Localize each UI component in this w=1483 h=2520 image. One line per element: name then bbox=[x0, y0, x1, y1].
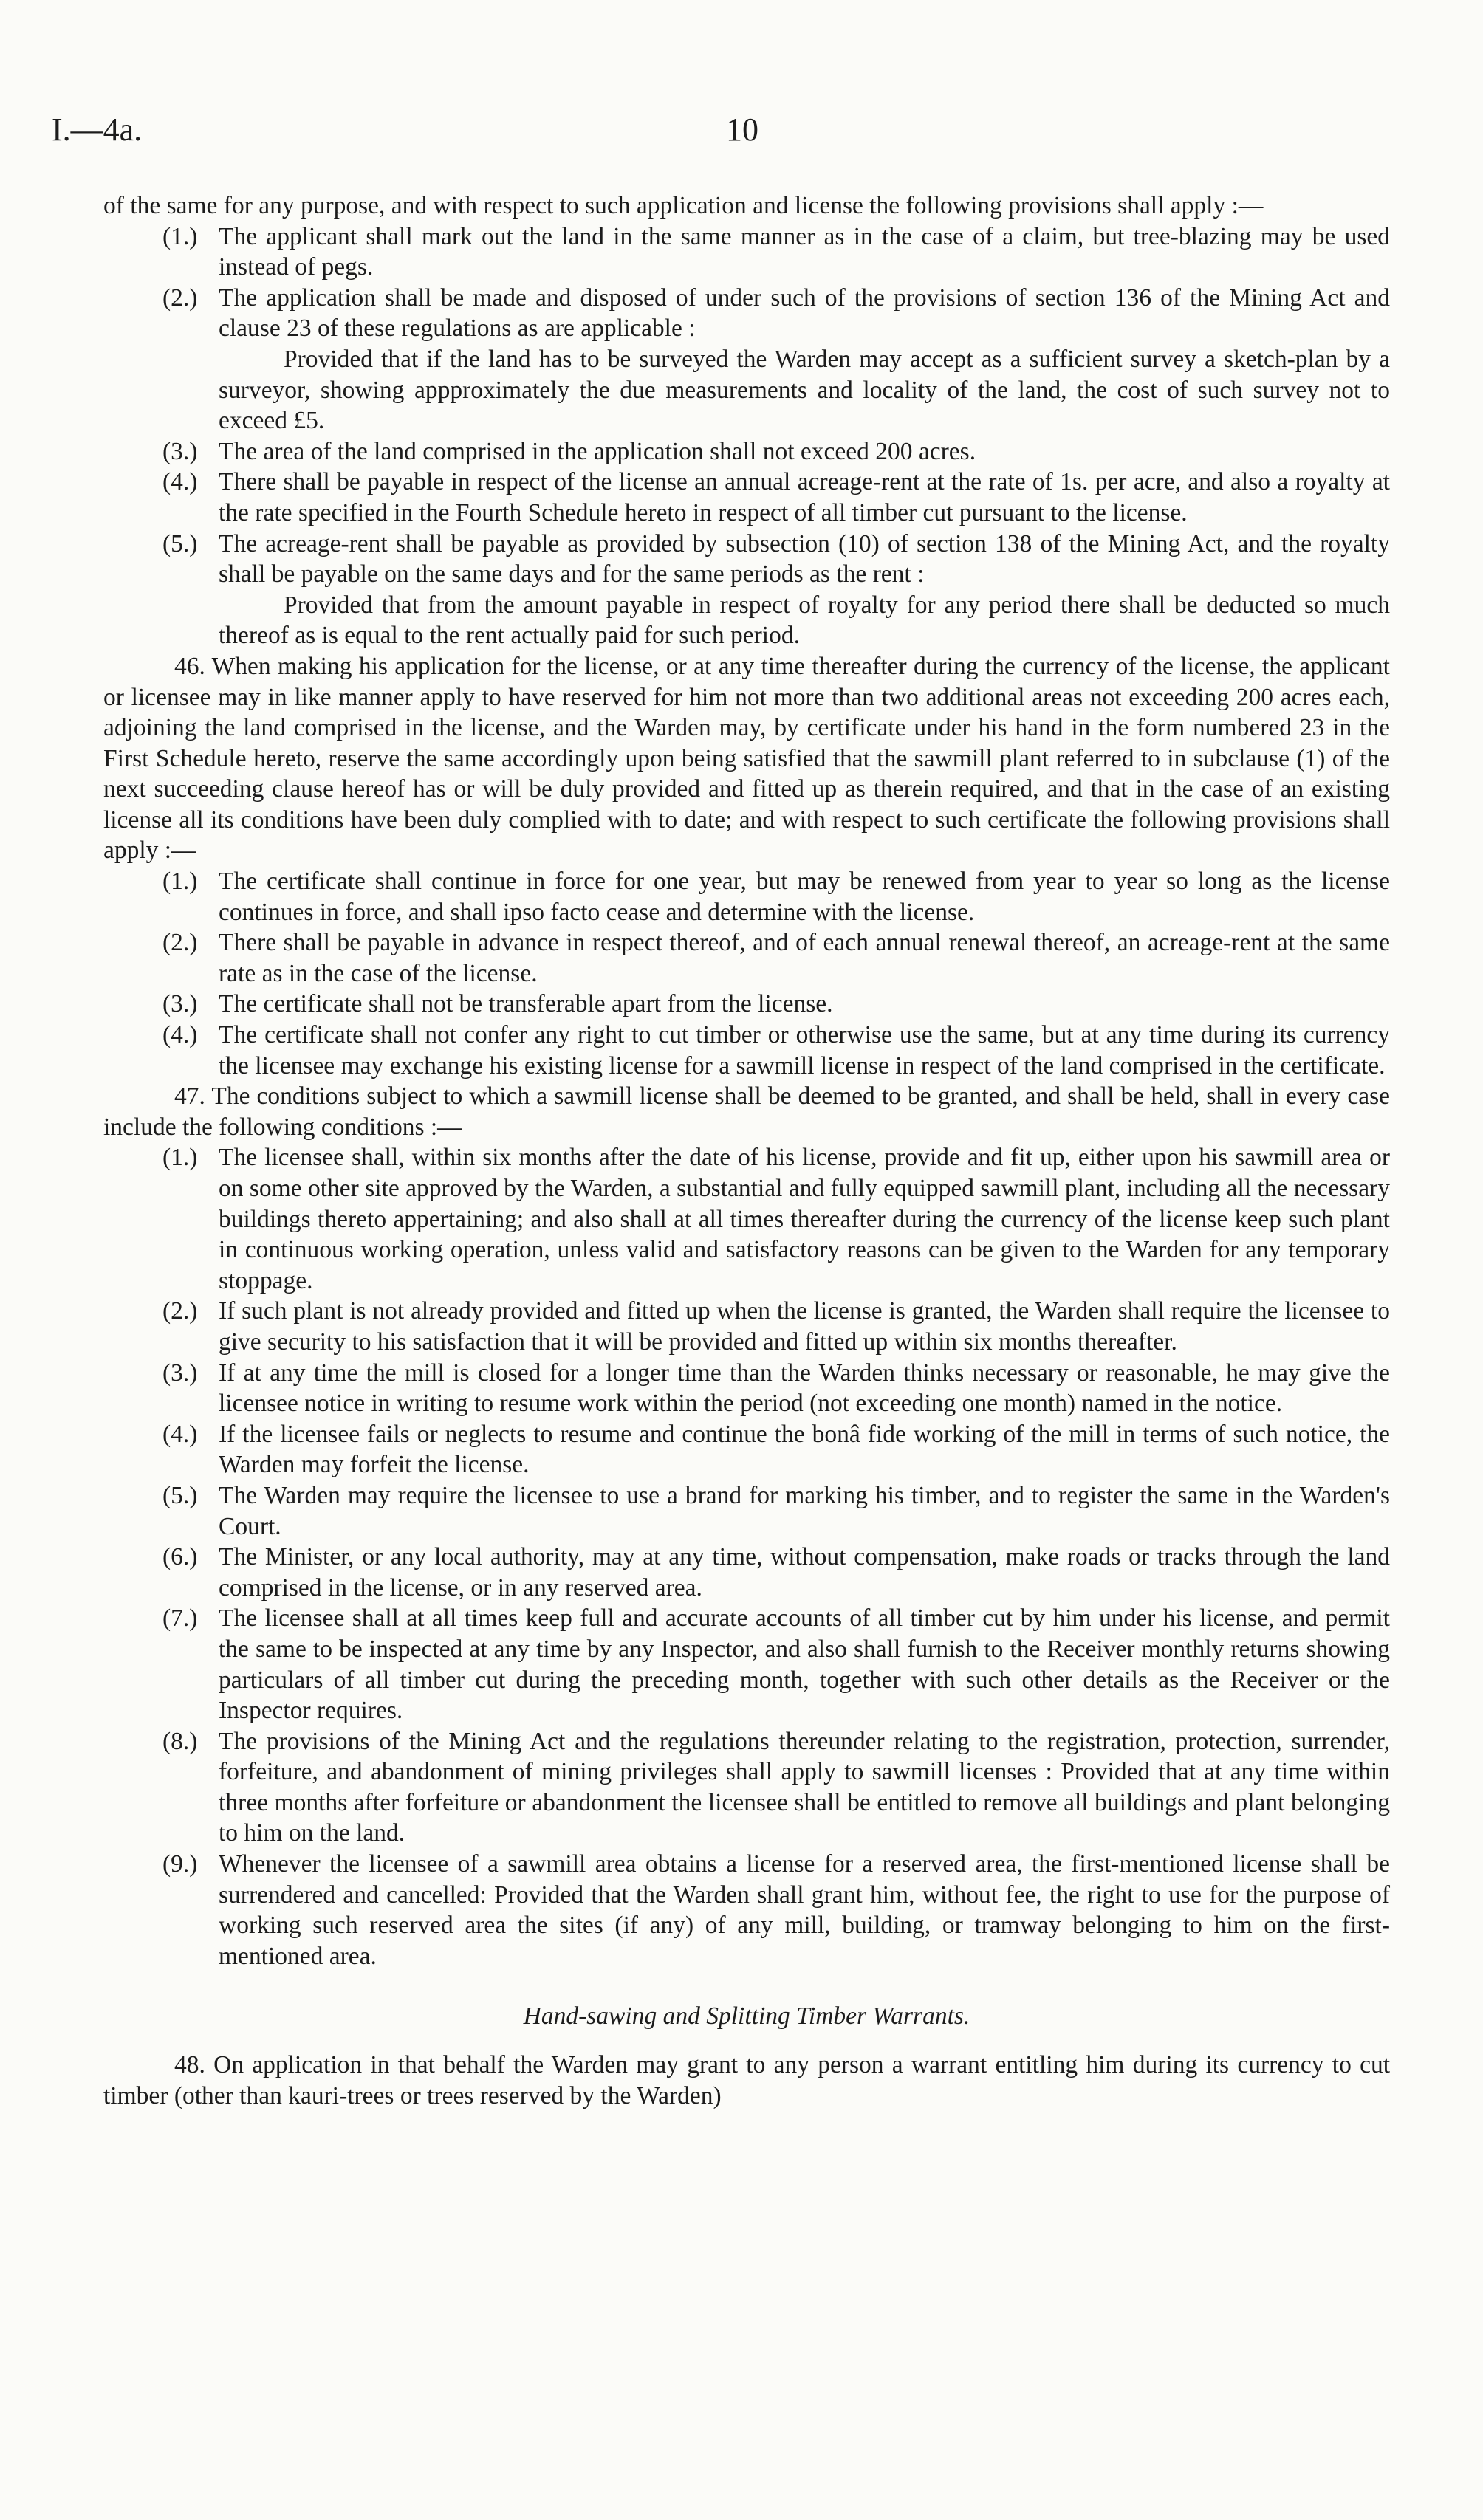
list-item bbox=[162, 222, 1390, 283]
item-text: Whenever the licensee of a sawmill area obtains a license for a reserved area, the first-mentioned license shall be surrendered and cancelled: Provided that the Warden shall grant him, without fee, the right to use for the purpose of working such reserved area the sites (if any) of any mill, building, or tramway belonging to him on the first-mentioned area. bbox=[219, 1850, 1390, 1970]
item-text: There shall be payable in advance in respect thereof, and of each annual renewal thereof, an acreage-rent at the same rate as in the case of the license. bbox=[219, 929, 1390, 987]
page-header bbox=[52, 111, 1433, 155]
item-text: The licensee shall, within six months after the date of his license, provide and fit up, either upon his sawmill area or on some other site approved by the Warden, a substantial and fully equipped sawmill plant, including all the necessary buildings thereto appertaining; and also shall at all times thereafter during the currency of the license keep such plant in continuous working operation, unless valid and satisfactory reasons can be given to the Warden for any temporary stoppage. bbox=[219, 1144, 1390, 1294]
item-number: (3.) bbox=[162, 990, 198, 1018]
item-number: (1.) bbox=[162, 868, 198, 896]
list-item bbox=[162, 529, 1390, 651]
item-text: The certificate shall not be transferable apart from the license. bbox=[219, 990, 833, 1018]
list-item bbox=[162, 1419, 1390, 1480]
item-text: The area of the land comprised in the application shall not exceed 200 acres. bbox=[219, 437, 976, 465]
clause-48: 48. On application in that behalf the Warden may grant to any person a warrant entitling him during its currency to cut timber (other than kauri-trees or trees reserved by the Warden) bbox=[103, 2051, 1390, 2109]
list-item bbox=[162, 1296, 1390, 1357]
proviso: Provided that if the land has to be surveyed the Warden may accept as a sufficient survey a sketch-plan by a surveyor, showing appproximately the due measurements and locality of the land, the cost of such survey not to exceed £5. bbox=[219, 345, 1390, 435]
section-heading: Hand-sawing and Splitting Timber Warrants. bbox=[523, 2002, 970, 2030]
item-number: (8.) bbox=[162, 1727, 198, 1755]
proviso: Provided that from the amount payable in respect of royalty for any period there shall be deducted so much thereof as is equal to the rent actually paid for such period. bbox=[219, 591, 1390, 650]
list-item bbox=[162, 1849, 1390, 1971]
item-text: The acreage-rent shall be payable as provided by subsection (10) of section 138 of the Mining Act, and the royalty shall be payable on the same days and for the same periods as the rent : bbox=[219, 529, 1390, 588]
item-number: (3.) bbox=[162, 1359, 198, 1387]
item-text: If such plant is not already provided and fitted up when the license is granted, the Warden shall require the licensee to give security to his satisfaction that it will be provided and fitted up within six months thereafter. bbox=[219, 1297, 1390, 1356]
item-number: (5.) bbox=[162, 529, 198, 557]
item-number: (2.) bbox=[162, 1297, 198, 1325]
item-number: (2.) bbox=[162, 284, 198, 312]
item-text: The provisions of the Mining Act and the regulations thereunder relating to the registration, protection, surrender, forfeiture, and abandonment of mining privileges shall apply to sawmill licenses : Provided that at any time within three months after forfeiture or abandonment the licensee shall be entitled to remove all buildings and plant belonging to him on the land. bbox=[219, 1727, 1390, 1847]
item-number: (2.) bbox=[162, 929, 198, 957]
item-number: (4.) bbox=[162, 468, 198, 496]
list-item bbox=[162, 283, 1390, 436]
list-item bbox=[162, 1726, 1390, 1849]
item-number: (3.) bbox=[162, 437, 198, 465]
list-item bbox=[162, 1358, 1390, 1419]
list-item bbox=[162, 1480, 1390, 1542]
list-item bbox=[162, 1142, 1390, 1296]
list-item bbox=[162, 927, 1390, 989]
item-text: The certificate shall continue in force for one year, but may be renewed from year to year so long as the license continues in force, and shall ipso facto cease and determine with the license. bbox=[219, 868, 1390, 926]
item-text: The Warden may require the licensee to use a brand for marking his timber, and to register the same in the Warden's Court. bbox=[219, 1481, 1390, 1540]
item-number: (7.) bbox=[162, 1604, 198, 1632]
item-text: If at any time the mill is closed for a longer time than the Warden thinks necessary or reasonable, he may give the licensee notice in writing to resume work within the period (not exceeding one month) named in the notice. bbox=[219, 1359, 1390, 1418]
item-number: (5.) bbox=[162, 1481, 198, 1509]
item-number: (4.) bbox=[162, 1021, 198, 1049]
item-text: There shall be payable in respect of the license an annual acreage-rent at the rate of 1s. per acre, and also a royalty at the rate specified in the Fourth Schedule hereto in respect of all timber cut pursuant to the license. bbox=[219, 468, 1390, 526]
intro-paragraph: of the same for any purpose, and with respect to such application and license the following provisions shall apply :— bbox=[103, 192, 1264, 219]
item-text: The licensee shall at all times keep full and accurate accounts of all timber cut by him under his license, and permit the same to be inspected at any time by any Inspector, and also shall furnish to the Receiver monthly returns showing particulars of all timber cut during the preceding month, together with such other details as the Receiver or the Inspector requires. bbox=[219, 1604, 1390, 1725]
clause-47: 47. The conditions subject to which a sawmill license shall be deemed to be granted, and shall be held, shall in every case include the following conditions :— bbox=[103, 1082, 1390, 1141]
list-item bbox=[162, 1603, 1390, 1726]
document-reference: I.—4a. bbox=[52, 111, 143, 148]
item-text: If the licensee fails or neglects to resume and continue the bonâ fide working of the mill in terms of such notice, the Warden may forfeit the license. bbox=[219, 1420, 1390, 1479]
item-number: (1.) bbox=[162, 222, 198, 250]
list-item bbox=[162, 436, 1390, 467]
item-text: The applicant shall mark out the land in the same manner as in the case of a claim, but tree-blazing may be used instead of pegs. bbox=[219, 222, 1390, 281]
clause-46: 46. When making his application for the license, or at any time thereafter during the currency of the license, the applicant or licensee may in like manner apply to have reserved for him not more than two additional areas not exceeding 200 acres each, adjoining the land comprised in the license, and the Warden may, by certificate under his hand in the form numbered 23 in the First Schedule hereto, reserve the same accordingly upon being satisfied that the sawmill plant referred to in subclause (1) of the next succeeding clause hereof has or will be duly provided and fitted up as therein required, and that in the case of an existing license all its conditions have been duly complied with to date; and with respect to such certificate the following provisions shall apply :— bbox=[103, 652, 1390, 865]
item-number: (6.) bbox=[162, 1543, 198, 1571]
list-item bbox=[162, 866, 1390, 927]
list-item bbox=[162, 467, 1390, 528]
list-item bbox=[162, 1542, 1390, 1603]
list-item bbox=[162, 1020, 1390, 1081]
item-text: The application shall be made and disposed of under such of the provisions of section 136 of the Mining Act and clause 23 of these regulations as are applicable : bbox=[219, 284, 1390, 343]
item-number: (9.) bbox=[162, 1850, 198, 1878]
item-number: (1.) bbox=[162, 1144, 198, 1172]
list-item bbox=[162, 989, 1390, 1020]
document-body bbox=[103, 190, 1390, 2111]
item-text: The certificate shall not confer any right to cut timber or otherwise use the same, but at any time during its currency the licensee may exchange his existing license for a sawmill license in respect of the land comprised in the certificate. bbox=[219, 1021, 1390, 1079]
page-number: 10 bbox=[726, 111, 758, 148]
item-number: (4.) bbox=[162, 1420, 198, 1448]
item-text: The Minister, or any local authority, may at any time, without compensation, make roads or tracks through the land comprised in the license, or in any reserved area. bbox=[219, 1543, 1390, 1601]
